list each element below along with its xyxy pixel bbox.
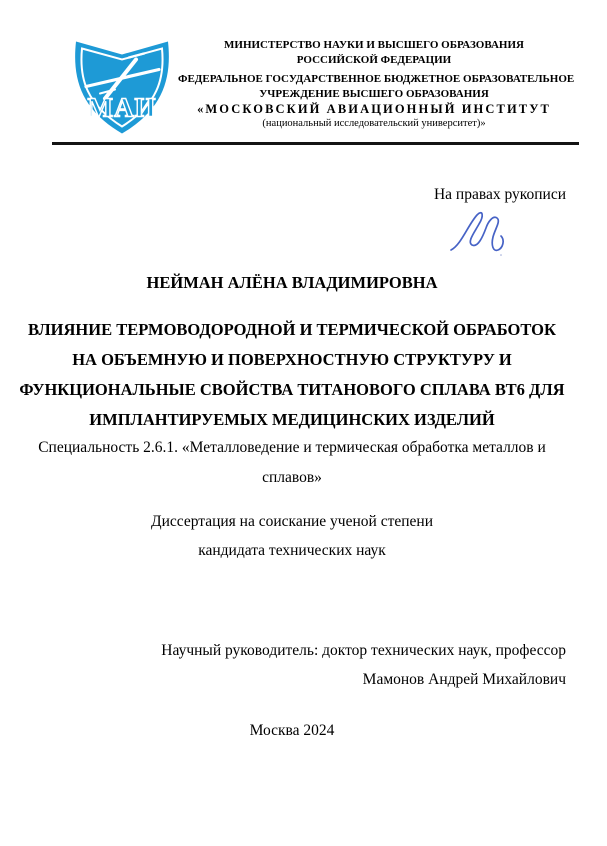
institute-name: «МОСКОВСКИЙ АВИАЦИОННЫЙ ИНСТИТУТ xyxy=(197,102,551,116)
ministry-line-1: МИНИСТЕРСТВО НАУКИ И ВЫСШЕГО ОБРАЗОВАНИЯ xyxy=(224,39,524,51)
specialty-line-2: сплавов» xyxy=(262,469,322,486)
logo-acronym: МАИ xyxy=(87,92,157,123)
title-line-4: ИМПЛАНТИРУЕМЫХ МЕДИЦИНСКИХ ИЗДЕЛИЙ xyxy=(89,410,495,429)
degree-line-1: Диссертация на соискание ученой степени xyxy=(151,513,433,530)
header-divider-rule xyxy=(52,142,579,145)
signature-dot xyxy=(500,254,502,256)
degree-statement xyxy=(12,507,572,565)
supervisor-line-2: Мамонов Андрей Михайлович xyxy=(362,671,566,688)
supervisor-block xyxy=(161,636,566,694)
author-name: НЕЙМАН АЛЁНА ВЛАДИМИРОВНА xyxy=(146,273,438,292)
dissertation-title xyxy=(12,315,572,435)
title-line-2: НА ОБЪЕМНУЮ И ПОВЕРХНОСТНУЮ СТРУКТУРУ И xyxy=(72,350,512,369)
signature-image xyxy=(448,209,510,257)
title-line-3: ФУНКЦИОНАЛЬНЫЕ СВОЙСТВА ТИТАНОВОГО СПЛАВА ВТ6 ДЛЯ xyxy=(19,380,565,399)
specialty-block xyxy=(12,433,572,493)
degree-line-2: кандидата технических наук xyxy=(198,542,386,559)
signature-stroke xyxy=(451,213,503,251)
title-line-1: ВЛИЯНИЕ ТЕРМОВОДОРОДНОЙ И ТЕРМИЧЕСКОЙ ОБРАБОТОК xyxy=(28,320,556,339)
mai-logo xyxy=(70,36,174,137)
institute-subtitle: (национальный исследовательский университет)» xyxy=(262,118,486,129)
institution-line-2: УЧРЕЖДЕНИЕ ВЫСШЕГО ОБРАЗОВАНИЯ xyxy=(259,88,489,100)
institution-header xyxy=(178,38,575,130)
manuscript-rights-label: На правах рукописи xyxy=(433,186,566,203)
city-year: Москва 2024 xyxy=(249,722,335,739)
institution-line-1: ФЕДЕРАЛЬНОЕ ГОСУДАРСТВЕННОЕ БЮДЖЕТНОЕ ОБРАЗОВАТЕЛЬНОЕ xyxy=(178,73,575,85)
specialty-line-1: Специальность 2.6.1. «Металловедение и термическая обработка металлов и xyxy=(38,439,546,456)
supervisor-line-1: Научный руководитель: доктор технических наук, профессор xyxy=(161,642,566,659)
ministry-line-2: РОССИЙСКОЙ ФЕДЕРАЦИИ xyxy=(296,54,452,66)
